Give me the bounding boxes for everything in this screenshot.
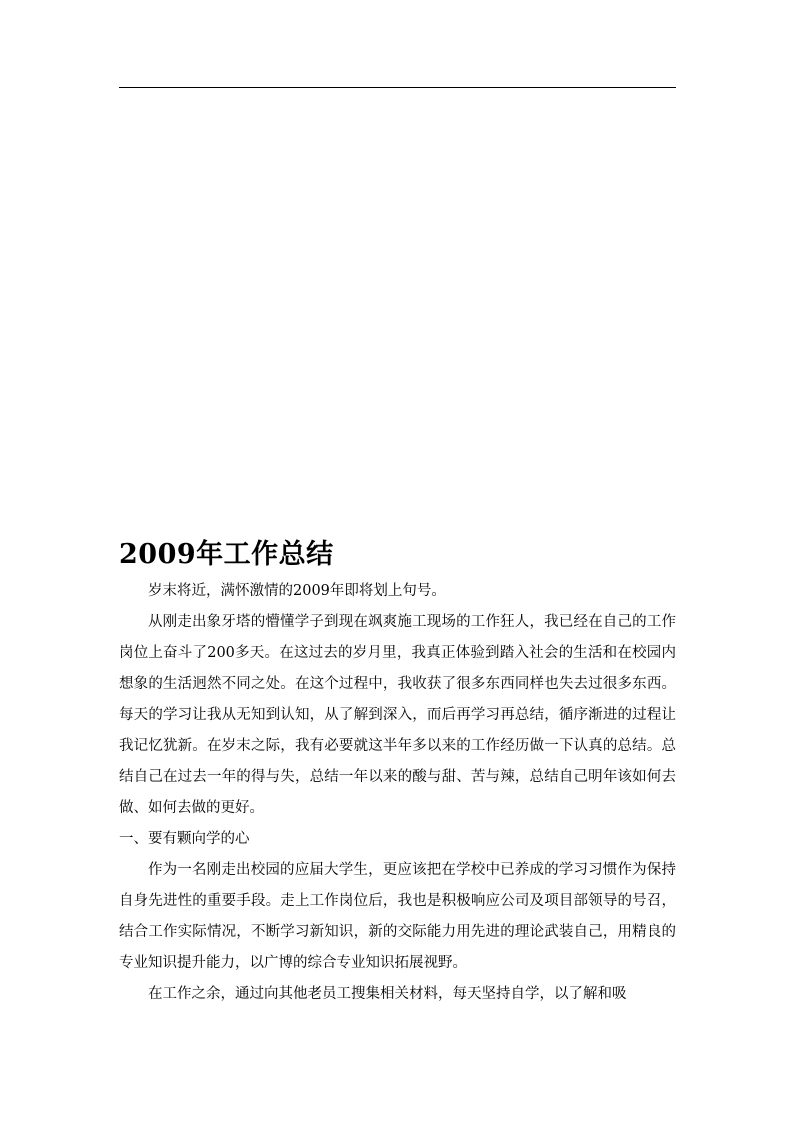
document-title: 2009年工作总结 [119,539,334,570]
document-body [119,534,676,1010]
paragraph-intro: 岁末将近，满怀激情的2009年即将划上句号。 [148,583,446,599]
paragraph-summary: 从刚走出象牙塔的懵懂学子到现在飒爽施工现场的工作狂人，我已经在自己的工作岗位上奋斗了200多天。在这过去的岁月里，我真正体验到踏入社会的生活和在校园内想象的生活迥然不同之处。在这个过程中，我收获了很多东西同样也失去过很多东西。每天的学习让我从无知到认知，从了解到深入，而后再学习再总结，循序渐进的过程让我记忆犹新。在岁末之际，我有必要就这半年多以来的工作经历做一下认真的总结。总结自己在过去一年的得与失，总结一年以来的酸与甜、苦与辣，总结自己明年该如何去做、如何去做的更好。 [119,614,676,816]
paragraph-learning: 作为一名刚走出校园的应届大学生，更应该把在学校中已养成的学习习惯作为保持自身先进性的重要手段。走上工作岗位后，我也是积极响应公司及项目部领导的号召，结合工作实际情况，不断学习新知识，新的交际能力用先进的理论武装自己，用精良的专业知识提升能力，以广博的综合专业知识拓展视野。 [119,862,676,971]
paragraph-self-study: 在工作之余，通过向其他老员工搜集相关材料，每天坚持自学，以了解和吸 [148,986,627,1002]
header-rule [119,87,676,88]
section-heading: 一、要有颗向学的心 [119,831,250,847]
